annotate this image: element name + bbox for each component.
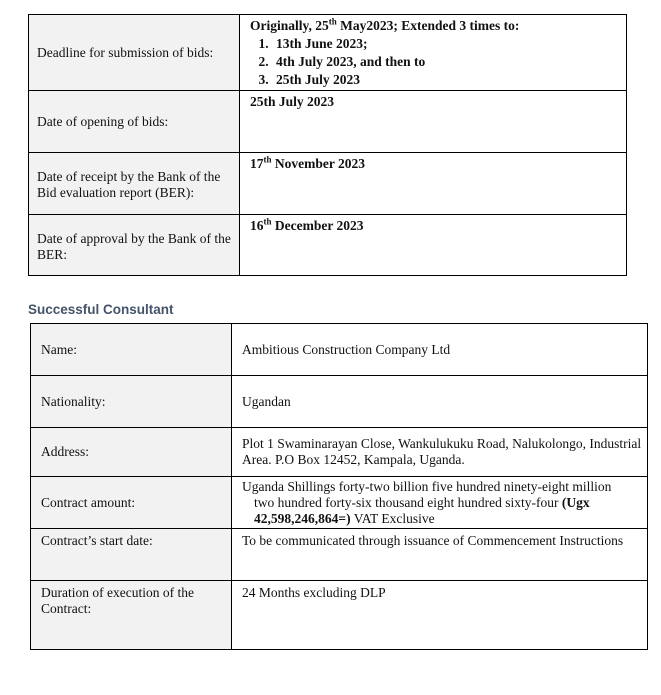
duration-row <box>31 581 648 650</box>
address-value: Plot 1 Swaminarayan Close, Wankulukuku Road, Nalukolongo, Industrial Area. P.O Box 12452, Kampala, Uganda. <box>232 428 648 477</box>
deadline-row <box>29 15 627 91</box>
ber-approval-row <box>29 215 627 276</box>
bid-dates-table <box>28 14 627 276</box>
deadline-extension-2: 2. 4th July 2023, and then to <box>272 53 622 71</box>
nationality-label: Nationality: <box>31 376 232 428</box>
start-date-label: Contract’s start date: <box>31 529 232 581</box>
ber-receipt-value: 17th November 2023 <box>240 153 627 215</box>
start-date-row <box>31 529 648 581</box>
name-value: Ambitious Construction Company Ltd <box>232 324 648 376</box>
opening-row <box>29 91 627 153</box>
section-heading: Successful Consultant <box>28 302 174 317</box>
ber-receipt-label: Date of receipt by the Bank of the Bid evaluation report (BER): <box>29 153 240 215</box>
amount-row <box>31 477 648 529</box>
address-row <box>31 428 648 477</box>
start-date-value: To be communicated through issuance of Commencement Instructions <box>232 529 648 581</box>
ber-receipt-row <box>29 153 627 215</box>
nationality-row <box>31 376 648 428</box>
name-row <box>31 324 648 376</box>
deadline-extension-1: 1. 13th June 2023; <box>272 35 622 53</box>
ber-approval-value: 16th December 2023 <box>240 215 627 276</box>
name-label: Name: <box>31 324 232 376</box>
duration-label: Duration of execution of the Contract: <box>31 581 232 650</box>
amount-value <box>232 477 648 529</box>
deadline-label: Deadline for submission of bids: <box>29 15 240 91</box>
deadline-extensions-list <box>250 35 622 89</box>
nationality-value: Ugandan <box>232 376 648 428</box>
deadline-extension-3: 3. 25th July 2023 <box>272 71 622 89</box>
opening-label: Date of opening of bids: <box>29 91 240 153</box>
opening-value: 25th July 2023 <box>240 91 627 153</box>
deadline-value <box>240 15 627 91</box>
amount-line-2: two hundred forty-six thousand eight hundred sixty-four (Ugx <box>254 494 590 510</box>
amount-line-1: Uganda Shillings forty-two billion five hundred ninety-eight million <box>242 478 612 494</box>
amount-line-3: 42,598,246,864=) VAT Exclusive <box>254 510 435 526</box>
address-label: Address: <box>31 428 232 477</box>
amount-label: Contract amount: <box>31 477 232 529</box>
duration-value: 24 Months excluding DLP <box>232 581 648 650</box>
successful-consultant-table <box>30 323 648 650</box>
deadline-intro: Originally, 25th May2023; Extended 3 times to: <box>250 16 520 33</box>
ber-approval-label: Date of approval by the Bank of the BER: <box>29 215 240 276</box>
